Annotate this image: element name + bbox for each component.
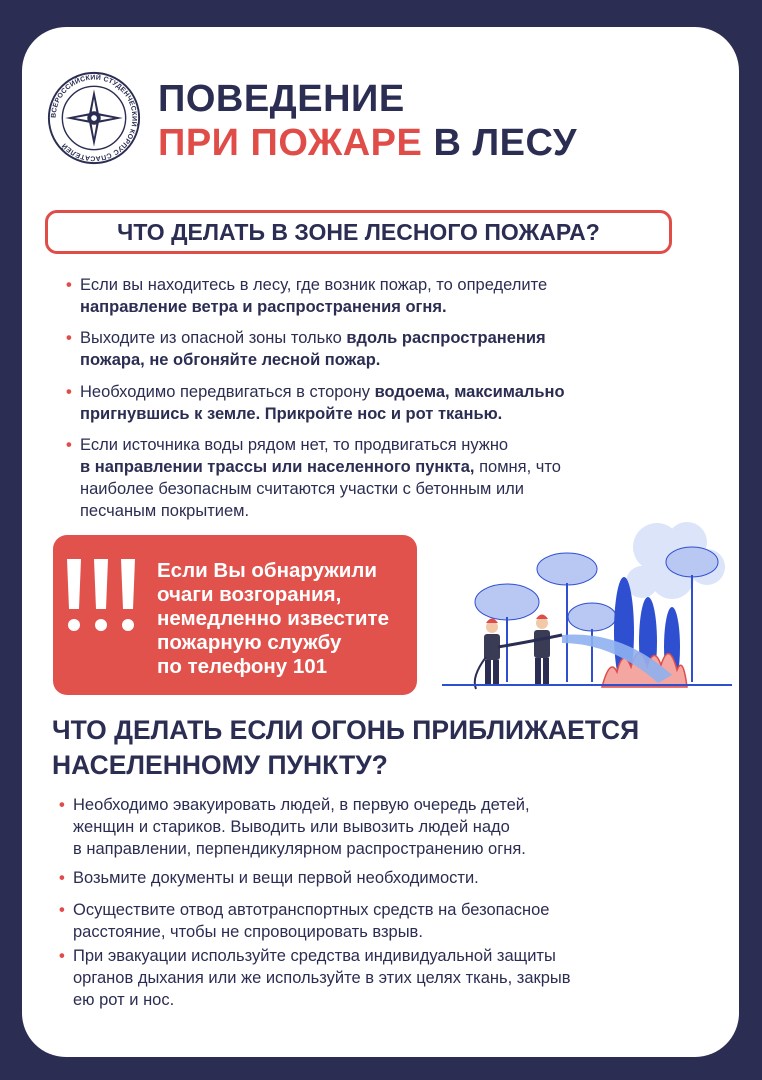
item-text: Выходите из опасной зоны только [80,329,347,347]
section2-list [59,899,550,943]
alert-line: очаги возгорания, [157,583,342,606]
emblem-ring-text: ВСЕРОССИЙСКИЙ СТУДЕНЧЕСКИЙ КОРПУС СПАСАТЕЛЕЙ [50,74,138,162]
alert-text [157,559,389,679]
section2-heading [52,713,639,783]
item-text: ею рот и нос. [73,991,175,1009]
firefighters-illustration [402,507,732,707]
item-text: песчаным покрытием. [80,502,250,520]
section2-heading-line: НАСЕЛЕННОМУ ПУНКТУ? [52,750,388,780]
alert-line: Если Вы обнаружили [157,559,378,582]
alert-line: по телефону 101 [157,655,328,678]
title-rest: В ЛЕСУ [433,122,578,164]
list-item [59,867,479,889]
alert-line: немедленно известите [157,607,389,630]
item-text: Если источника воды рядом нет, то продвигаться нужно [80,436,509,454]
item-text: в направлении, перпендикулярном распространению огня. [73,840,526,858]
item-bold: пожара, не обгоняйте лесной пожар. [80,351,381,369]
alert-line: пожарную службу [157,631,342,654]
item-text: расстояние, чтобы не спровоцировать взрыв. [73,923,423,941]
exclamation-marks-icon [63,553,143,643]
section2-list [59,867,479,889]
list-item [66,327,546,371]
item-text: Необходимо эвакуировать людей, в первую очередь детей, [73,796,530,814]
item-text: женщин и стариков. Выводить или вывозить людей надо [73,818,510,836]
item-text: Возьмите документы и вещи первой необходимости. [73,869,479,887]
list-item [66,274,547,318]
section1-heading: ЧТО ДЕЛАТЬ В ЗОНЕ ЛЕСНОГО ПОЖАРА? [45,210,672,254]
item-bold: направление ветра и распространения огня. [80,298,447,316]
section2-list [59,794,530,860]
item-bold: в направлении трассы или населенного пункта, [80,458,475,476]
section2-list [59,945,571,1011]
section1-list [66,381,565,425]
rescue-corps-emblem [46,70,142,166]
title-line-2 [158,121,577,165]
item-text: Осуществите отвод автотранспортных средств на безопасное [73,901,550,919]
item-text: Если вы находитесь в лесу, где возник пожар, то определите [80,276,548,294]
list-item [66,381,565,425]
title-red-part: ПРИ ПОЖАРЕ [158,122,423,164]
section1-list [66,274,547,318]
item-text: наиболее безопасным считаются участки с бетонным или [80,480,525,498]
poster-card [22,27,739,1057]
item-bold: водоема, максимально [374,383,565,401]
page-title [158,77,577,165]
item-text: При эвакуации используйте средства индивидуальной защиты [73,947,556,965]
section2-heading-line: ЧТО ДЕЛАТЬ ЕСЛИ ОГОНЬ ПРИБЛИЖАЕТСЯ [52,715,640,745]
item-text: органов дыхания или же используйте в этих целях ткань, закрыв [73,969,571,987]
section1-list [66,327,546,371]
title-line-1: ПОВЕДЕНИЕ [158,78,405,120]
list-item [59,794,530,860]
list-item [59,899,550,943]
list-item [59,945,571,1011]
item-text: Необходимо передвигаться в сторону [80,383,375,401]
item-text: помня, что [474,458,561,476]
item-bold: вдоль распространения [346,329,546,347]
alert-box [53,535,417,695]
item-bold: пригнувшись к земле. Прикройте нос и рот тканью. [80,405,503,423]
